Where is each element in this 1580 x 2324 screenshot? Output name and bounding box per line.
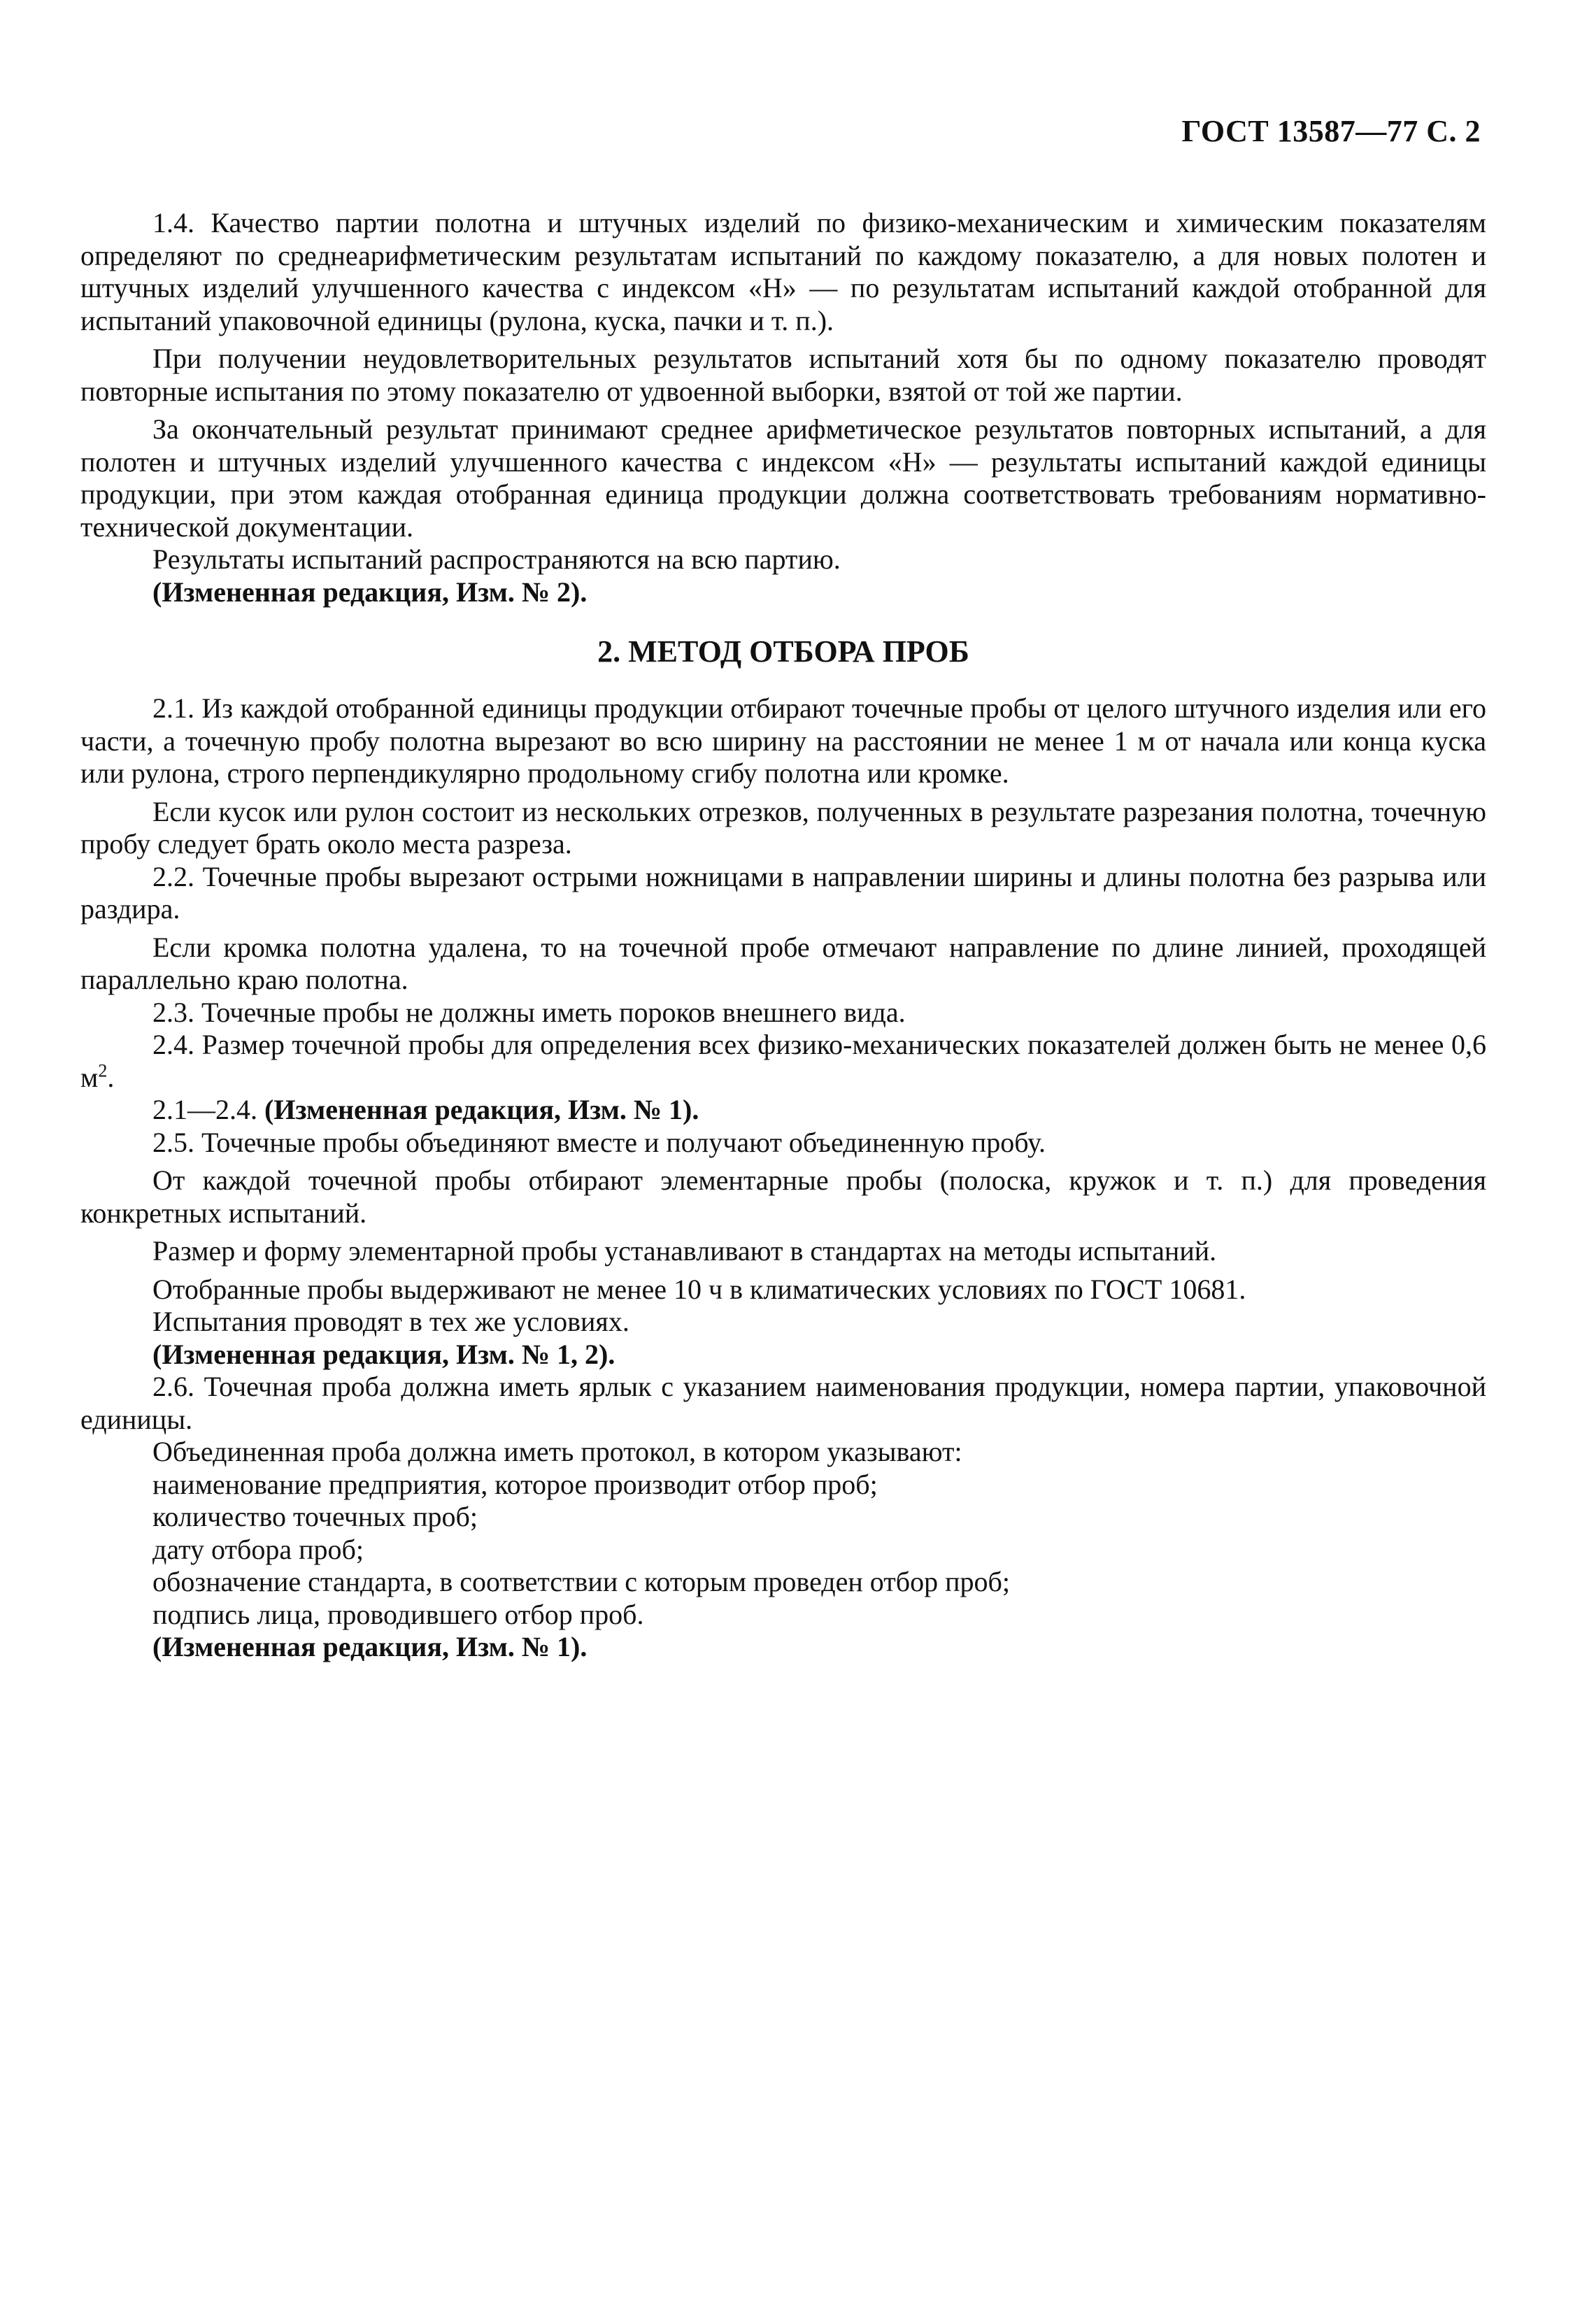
page-header-doc-id: ГОСТ 13587—77 С. 2 — [1181, 114, 1481, 148]
paragraph-2-5: 2.5. Точечные пробы объединяют вместе и получают объединенную пробу. — [152, 1126, 1046, 1158]
protocol-intro: Объединенная проба должна иметь протокол, в котором указывают: — [152, 1436, 962, 1467]
paragraph-final-result: За окончательный результат принимают среднее арифметическое результатов повторных испытаний, а для полотен и штучных изделий улучшенного качества с индексом «Н» — результаты испытаний каждой единицы продукции, при этом каждая отобранная единица продукции должна соответствовать требованиям нормативно-технической документации. — [80, 413, 1486, 543]
amendment-range: 2.1—2.4. — [152, 1094, 257, 1125]
amendment-text: (Измененная редакция, Изм. № 1). — [264, 1094, 699, 1125]
paragraph-2-4-end: . — [107, 1061, 115, 1093]
paragraph-2-2: 2.2. Точечные пробы вырезают острыми ножницами в направлении ширины и длины полотна без разрыва или раздира. — [80, 860, 1486, 925]
paragraph-2-4-text: 2.4. Размер точечной пробы для определения всех физико-механических показателей должен быть не менее 0,6 м — [80, 1029, 1486, 1093]
protocol-item-signature: подпись лица, проводившего отбор проб. — [152, 1598, 644, 1630]
paragraph-retest: При получении неудовлетворительных результатов испытаний хотя бы по одному показателю проводят повторные испытания по этому показателю от удвоенной выборки, взятой от той же партии. — [80, 343, 1486, 407]
document-body — [80, 207, 1486, 1664]
amendment-note-2-6: (Измененная редакция, Изм. № 1). — [152, 1631, 588, 1662]
amendment-note-2-5: (Измененная редакция, Изм. № 1, 2). — [152, 1338, 615, 1370]
paragraph-2-6: 2.6. Точечная проба должна иметь ярлык с указанием наименования продукции, номера партии, упаковочной единицы. — [80, 1371, 1486, 1435]
paragraph-1-4: 1.4. Качество партии полотна и штучных изделий по физико-механическим и химическим показателям определяют по среднеарифметическим результатам испытаний по каждому показателю, а для новых полотен и штучных изделий улучшенного качества с индексом «Н» — по результатам испытаний каждой отобранной для испытаний упаковочной единицы (рулона, куска, пачки и т. п.). — [80, 207, 1486, 336]
paragraph-results-apply: Результаты испытаний распространяются на всю партию. — [152, 543, 841, 575]
paragraph-2-2-edge: Если кромка полотна удалена, то на точечной пробе отмечают направление по длине линией, проходящей параллельно краю полотна. — [80, 931, 1486, 995]
section-2-title: 2. МЕТОД ОТБОРА ПРОБ — [597, 634, 969, 669]
paragraph-2-1: 2.1. Из каждой отобранной единицы продукции отбирают точечные пробы от целого штучного изделия или его части, а точечную пробу полотна вырезают во всю ширину на расстоянии не менее 1 м от начала или конца куска или рулона, строго перпендикулярно продольному сгибу полотна или кромке. — [80, 692, 1486, 789]
paragraph-2-5-conditioning: Отобранные пробы выдерживают не менее 10 ч в климатических условиях по ГОСТ 10681. — [152, 1273, 1246, 1305]
paragraph-2-5-conditions: Испытания проводят в тех же условиях. — [152, 1306, 629, 1337]
paragraph-2-3: 2.3. Точечные пробы не должны иметь пороков внешнего вида. — [152, 996, 906, 1028]
protocol-item-count: количество точечных проб; — [152, 1501, 478, 1532]
paragraph-2-5-elementary: От каждой точечной пробы отбирают элементарные пробы (полоска, кружок и т. п.) для проведения конкретных испытаний. — [80, 1164, 1486, 1229]
amendment-note-2-1-2-4 — [80, 1094, 1486, 1127]
protocol-item-date: дату отбора проб; — [152, 1533, 364, 1565]
protocol-item-standard: обозначение стандарта, в соответствии с которым проведен отбор проб; — [152, 1566, 1010, 1597]
paragraph-2-5-size: Размер и форму элементарной пробы устанавливают в стандартах на методы испытаний. — [152, 1235, 1217, 1267]
paragraph-2-1-cut: Если кусок или рулон состоит из нескольких отрезков, полученных в результате разрезания полотна, точечную пробу следует брать около места разреза. — [80, 795, 1486, 860]
superscript-2: 2 — [98, 1060, 108, 1081]
amendment-note-s1: (Измененная редакция, Изм. № 2). — [152, 576, 588, 608]
protocol-item-enterprise: наименование предприятия, которое производит отбор проб; — [152, 1468, 878, 1500]
paragraph-2-4 — [80, 1029, 1486, 1094]
